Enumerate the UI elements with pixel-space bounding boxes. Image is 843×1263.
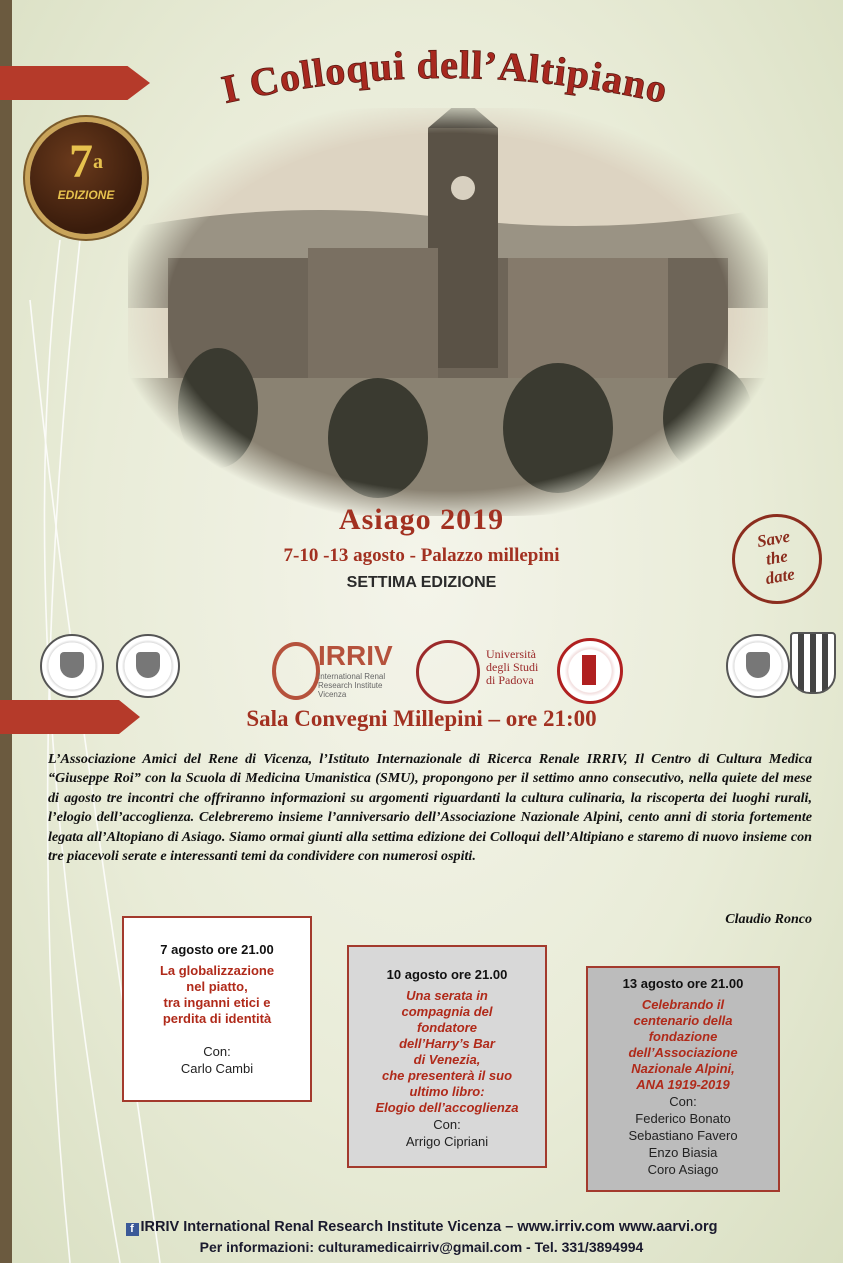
event-3-guest: Enzo Biasia [648,1145,718,1160]
event-2-topic-line: dell’Harry’s Bar [399,1036,495,1051]
event-3-topic [588,997,778,1093]
event-1-guests [124,1043,310,1077]
event-2-topic-line: ultimo libro: [409,1084,485,1099]
event-3-date: 13 agosto ore 21.00 [622,976,744,991]
event-3-guest: Coro Asiago [647,1162,719,1177]
event-2-topic [349,988,545,1116]
padova-line-3: di Padova [486,673,534,687]
asiago-crest-logo [790,632,836,694]
event-3-guests [588,1093,778,1178]
city-year: Asiago 2019 [338,503,505,536]
venue-heading: Sala Convegni Millepini – ore 21:00 [246,706,597,731]
event-1-topic-line: perdita di identità [162,1011,272,1026]
footer-line-2: Per informazioni: culturamedicairriv@gmail.com - Tel. 331/3894994 [199,1239,644,1255]
event-3-topic-line: ANA 1919-2019 [636,1077,730,1092]
facebook-icon[interactable]: f [126,1223,139,1236]
padova-line-2: degli Studi [486,660,539,674]
seal-cultura-medica-logo [40,634,104,698]
asiago-town-photo [128,108,768,516]
seal-amici-rene-logo [726,634,790,698]
event-3-guest: Federico Bonato [635,1111,731,1126]
signature: Claudio Ronco [725,912,812,927]
footer-line-1 [0,1219,843,1236]
medicine-school-seal-logo [557,638,623,704]
event-2-topic-line: Una serata in [406,988,488,1003]
event-3-topic-line: dell’Associazione [628,1045,738,1060]
event-3-with-label: Con: [669,1094,697,1109]
event-1-topic-line: nel piatto, [186,979,248,994]
event-1-with-label: Con: [203,1044,231,1059]
title-text: I Colloqui dell’Altipiano [217,41,673,113]
padova-text [486,648,538,687]
event-3-topic-line: fondazione [648,1029,718,1044]
badge-number-value: 7 [69,135,93,188]
badge-sup: a [93,151,103,173]
event-card-1 [122,916,312,1102]
event-2-topic-line: fondatore [417,1020,477,1035]
event-2-topic-line: Elogio dell’accoglienza [375,1100,519,1115]
event-card-2 [347,945,547,1168]
badge-number [30,135,142,188]
padova-line-1: Università [486,647,536,661]
irriv-name: IRRIV [318,640,393,671]
badge-label: EDIZIONE [57,188,115,202]
event-2-date: 10 agosto ore 21.00 [386,967,508,982]
event-2-guests [349,1116,545,1150]
edition-label: SETTIMA EDIZIONE [346,574,497,591]
padova-university-logo [416,640,546,700]
event-2-guest: Arrigo Cipriani [405,1134,489,1149]
event-2-with-label: Con: [433,1117,461,1132]
event-1-topic [124,963,310,1027]
stamp-line-1: Save [755,526,792,552]
event-3-topic-line: Celebrando il [641,997,725,1012]
event-2-topic-line: che presenterà il suo [381,1068,513,1083]
event-1-topic-line: La globalizzazione [159,963,275,978]
stamp-line-3: date [763,564,797,589]
event-3-guest: Sebastiano Favero [628,1128,738,1143]
intro-paragraph: L’Associazione Amici del Rene di Vicenza, l’Istituto Internazionale di Ricerca Renale IRRIV, Il Centro di Cultura Medica “Giuseppe Roi” con la Scuola di Medicina Umanistica (SMU), propongono per il settimo anno consecutivo, nella quiete del mese di agosto tre incontri che offriranno informazioni su argomenti riguardanti la cultura culinaria, la riscoperta dei luoghi rurali, l’elogio dell’accoglienza. Celebreremo insieme l’anniversario dell’Associazione Nazionale Alpini, cento anni di storia fortemente legata all’Altopiano di Asiago. Siamo ormai giunti alla settima edizione dei Colloqui dell’Altipiano e staremo di nuovo insieme con tre piacevoli serate e interessanti temi da condividere con numerosi ospiti. [48,751,812,865]
event-1-date: 7 agosto ore 21.00 [160,942,274,957]
irriv-logo [272,640,402,698]
event-2-topic-line: compagnia del [401,1004,493,1019]
irriv-subtitle: International Renal Research Institute Vicenza [318,672,386,699]
stamp-line-2: the [764,546,790,569]
edition-badge [30,122,142,234]
left-border-bar [0,0,12,1263]
seal-nefrologia-logo [116,634,180,698]
event-3-topic-line: centenario della [633,1013,733,1028]
event-card-3 [586,966,780,1192]
footer-line-1-text: IRRIV International Renal Research Institute Vicenza – www.irriv.com www.aarvi.org [140,1219,718,1235]
padova-seal-icon [416,640,480,704]
event-2-topic-line: di Venezia, [413,1052,481,1067]
svg-text:I Colloqui dell’Altipiano [218,42,673,112]
event-dates: 7-10 -13 agosto - Palazzo millepini [283,545,560,566]
event-3-topic-line: Nazionale Alpini, [631,1061,735,1076]
event-1-guest: Carlo Cambi [180,1061,254,1076]
event-1-topic-line: tra inganni etici e [163,995,271,1010]
irriv-mark-icon [272,642,320,700]
